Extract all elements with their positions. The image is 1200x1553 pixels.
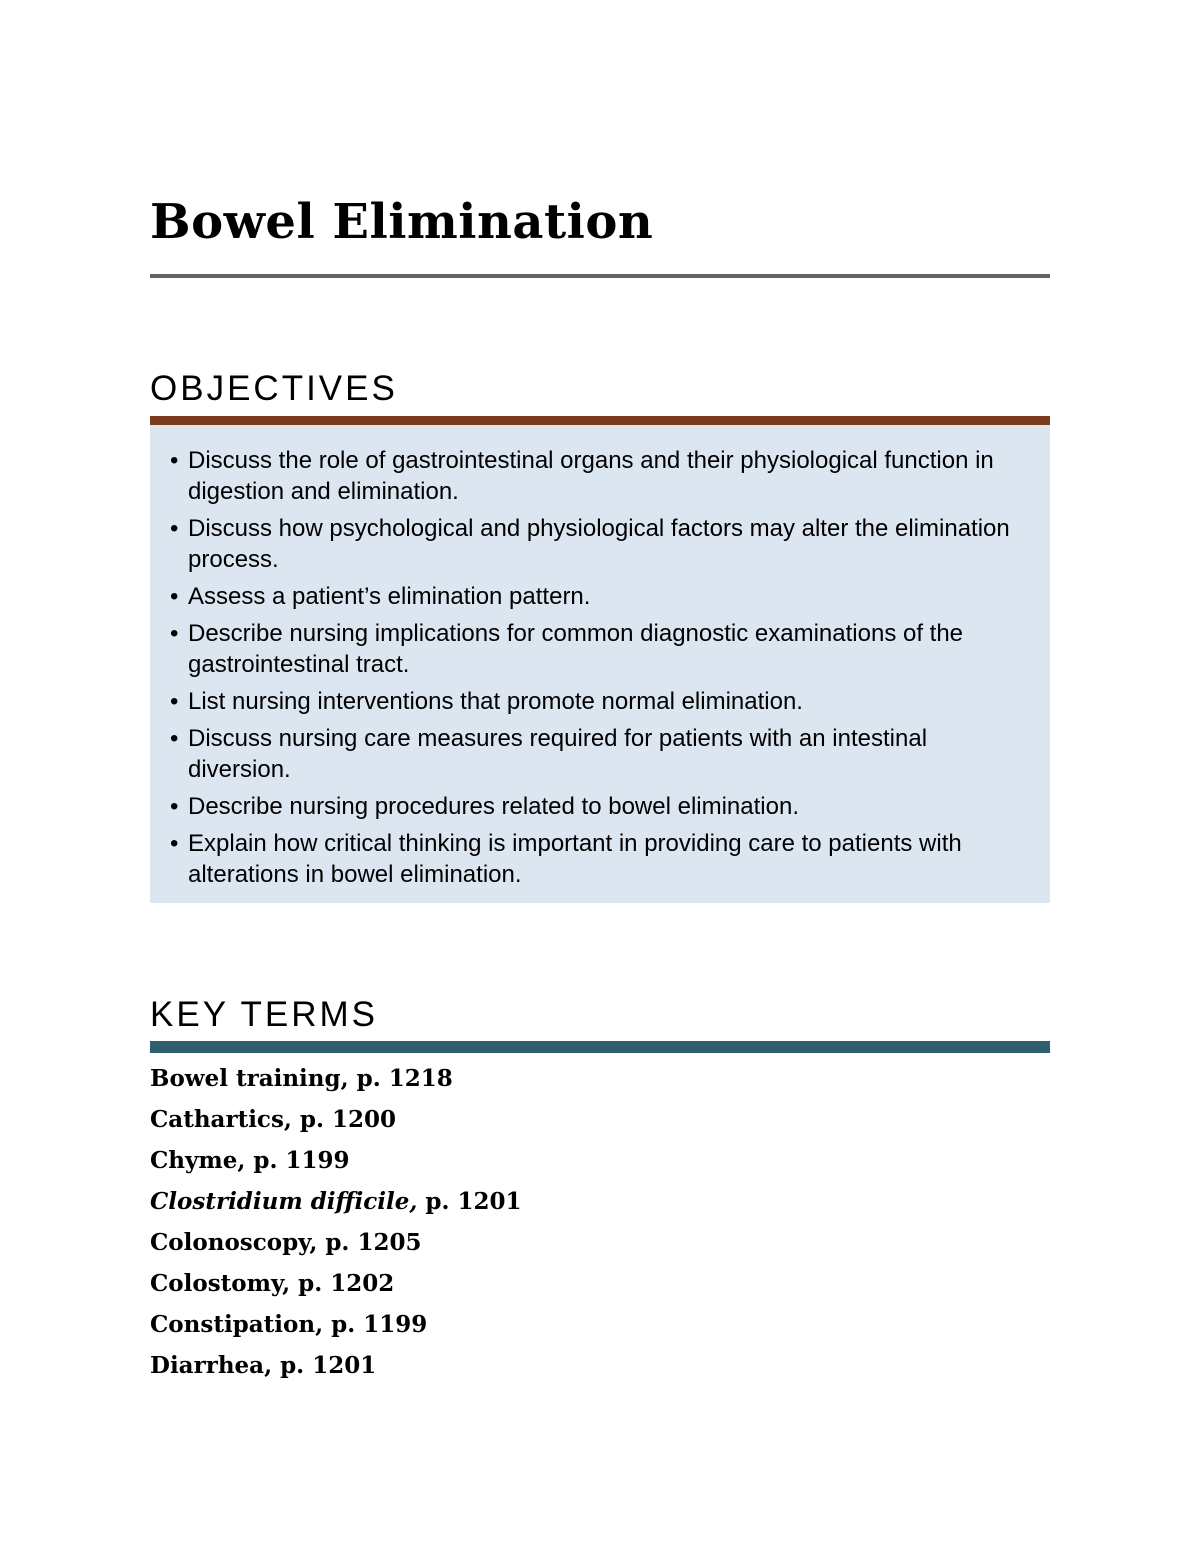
- bullet-icon: •: [170, 725, 179, 752]
- key-term-page: p. 1218: [348, 1065, 453, 1092]
- objective-text: Assess a patient’s elimination pattern.: [188, 583, 591, 610]
- key-term-page: p. 1199: [245, 1147, 350, 1174]
- bullet-icon: •: [170, 583, 179, 610]
- bullet-icon: •: [170, 793, 179, 820]
- key-terms-list: [150, 1058, 522, 1386]
- key-term-item: [150, 1304, 522, 1345]
- key-term-page: p. 1201: [272, 1352, 377, 1379]
- bullet-icon: •: [170, 620, 179, 647]
- title-divider: [150, 274, 1050, 278]
- key-term: Clostridium difficile,: [150, 1188, 418, 1215]
- objective-text: Explain how critical thinking is important in providing care to patients with alterations in bowel elimination.: [188, 830, 962, 888]
- objectives-list: [150, 425, 1050, 890]
- page-title: Bowel Elimination: [150, 194, 654, 250]
- objective-text: Describe nursing implications for common diagnostic examinations of the gastrointestinal tract.: [188, 620, 964, 678]
- bullet-icon: •: [170, 830, 179, 857]
- key-terms-divider: [150, 1041, 1050, 1053]
- key-term-item: [150, 1099, 522, 1140]
- key-terms-heading: KEY TERMS: [150, 995, 378, 1034]
- bullet-icon: •: [170, 447, 179, 474]
- bullet-icon: •: [170, 688, 179, 715]
- objectives-divider: [150, 416, 1050, 425]
- objective-text: Discuss the role of gastrointestinal organs and their physiological function in digestion and elimination.: [188, 447, 994, 505]
- objective-item: [170, 723, 1030, 785]
- objective-item: [170, 513, 1030, 575]
- objective-text: Discuss how psychological and physiological factors may alter the elimination process.: [188, 515, 1010, 573]
- key-term-page: p. 1200: [291, 1106, 397, 1133]
- objective-item: [170, 828, 1030, 890]
- objective-text: Discuss nursing care measures required for patients with an intestinal diversion.: [188, 725, 928, 783]
- key-term-item: [150, 1181, 522, 1222]
- key-term-page: p. 1205: [317, 1229, 422, 1256]
- key-term: Colostomy,: [150, 1270, 291, 1297]
- objective-item: [170, 445, 1030, 507]
- key-term-page: p. 1201: [417, 1188, 522, 1215]
- objective-item: [170, 581, 1030, 612]
- key-term-page: p. 1199: [323, 1311, 428, 1338]
- key-term-page: p. 1202: [290, 1270, 395, 1297]
- key-term: Constipation,: [150, 1311, 324, 1338]
- objective-item: [170, 686, 1030, 717]
- objective-item: [170, 791, 1030, 822]
- key-term: Bowel training,: [150, 1065, 349, 1092]
- key-term-item: [150, 1345, 522, 1386]
- objective-text: Describe nursing procedures related to bowel elimination.: [188, 793, 799, 820]
- key-term-item: [150, 1263, 522, 1304]
- objective-item: [170, 618, 1030, 680]
- key-term-item: [150, 1222, 522, 1263]
- objective-text: List nursing interventions that promote normal elimination.: [188, 688, 803, 715]
- key-term: Diarrhea,: [150, 1352, 273, 1379]
- key-term-item: [150, 1140, 522, 1181]
- key-term: Chyme,: [150, 1147, 246, 1174]
- objectives-box: [150, 425, 1050, 903]
- bullet-icon: •: [170, 515, 179, 542]
- key-term-item: [150, 1058, 522, 1099]
- key-term: Colonoscopy,: [150, 1229, 318, 1256]
- key-term: Cathartics,: [150, 1106, 292, 1133]
- objectives-heading: OBJECTIVES: [150, 369, 398, 408]
